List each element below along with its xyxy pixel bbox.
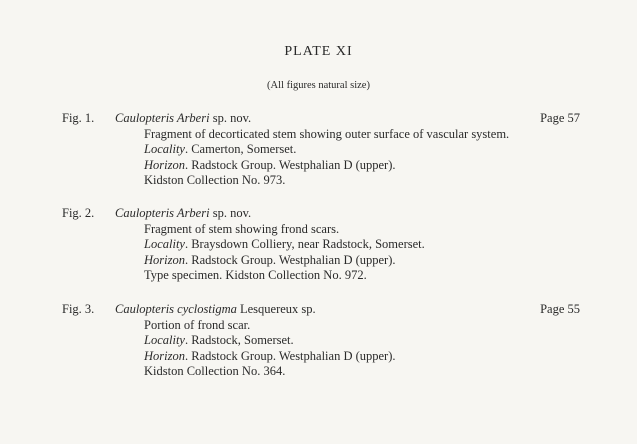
figure-entry-3: [62, 302, 592, 380]
locality-text: . Braysdown Colliery, near Radstock, Somerset.: [184, 237, 425, 251]
figure-locality: [62, 237, 592, 253]
species-author: Lesquereux sp.: [236, 302, 316, 316]
figure-horizon: [62, 349, 592, 365]
horizon-text: . Radstock Group. Westphalian D (upper).: [184, 157, 396, 172]
horizon-label: Horizon: [144, 157, 185, 172]
locality-label: Locality: [144, 333, 185, 347]
figure-description: Fragment of stem showing frond scars.: [144, 221, 340, 236]
page-reference: Page 57: [540, 111, 580, 125]
horizon-text: . Radstock Group. Westphalian D (upper).: [184, 252, 396, 267]
figure-horizon: [62, 158, 592, 174]
horizon-text: . Radstock Group. Westphalian D (upper).: [184, 348, 396, 363]
species-italic: Caulopteris Arberi: [115, 206, 210, 220]
figure-entry-1: [62, 111, 592, 189]
figure-locality: [62, 333, 592, 349]
figure-collection: Kidston Collection No. 364.: [144, 364, 286, 378]
locality-label: Locality: [144, 142, 185, 156]
figure-collection: Type specimen. Kidston Collection No. 972.: [144, 268, 367, 282]
species-name: [115, 302, 316, 318]
species-name: [115, 206, 251, 222]
locality-label: Locality: [144, 237, 185, 251]
figure-label: Fig. 2.: [62, 206, 95, 220]
plate-title: PLATE XI: [284, 44, 353, 59]
species-italic: Caulopteris cyclostigma: [115, 302, 237, 316]
species-author: sp. nov.: [209, 111, 252, 125]
figure-label: Fig. 1.: [62, 111, 95, 125]
figure-locality: [62, 142, 592, 158]
species-name: [115, 111, 251, 127]
horizon-label: Horizon: [144, 252, 185, 267]
figure-heading: [62, 111, 592, 127]
figure-heading: [62, 206, 592, 222]
figure-entry-2: [62, 206, 592, 284]
figure-collection: Kidston Collection No. 973.: [144, 173, 286, 187]
plate-note: (All figures natural size): [267, 80, 370, 91]
species-italic: Caulopteris Arberi: [115, 111, 210, 125]
horizon-label: Horizon: [144, 348, 185, 363]
species-author: sp. nov.: [209, 206, 252, 220]
locality-text: . Radstock, Somerset.: [184, 333, 294, 347]
figure-description: Portion of frond scar.: [144, 317, 251, 332]
locality-text: . Camerton, Somerset.: [184, 142, 297, 156]
page-reference: Page 55: [540, 302, 580, 316]
figure-label: Fig. 3.: [62, 302, 95, 316]
figure-description: Fragment of decorticated stem showing outer surface of vascular system.: [144, 126, 510, 141]
figure-horizon: [62, 253, 592, 269]
figure-heading: [62, 302, 592, 318]
